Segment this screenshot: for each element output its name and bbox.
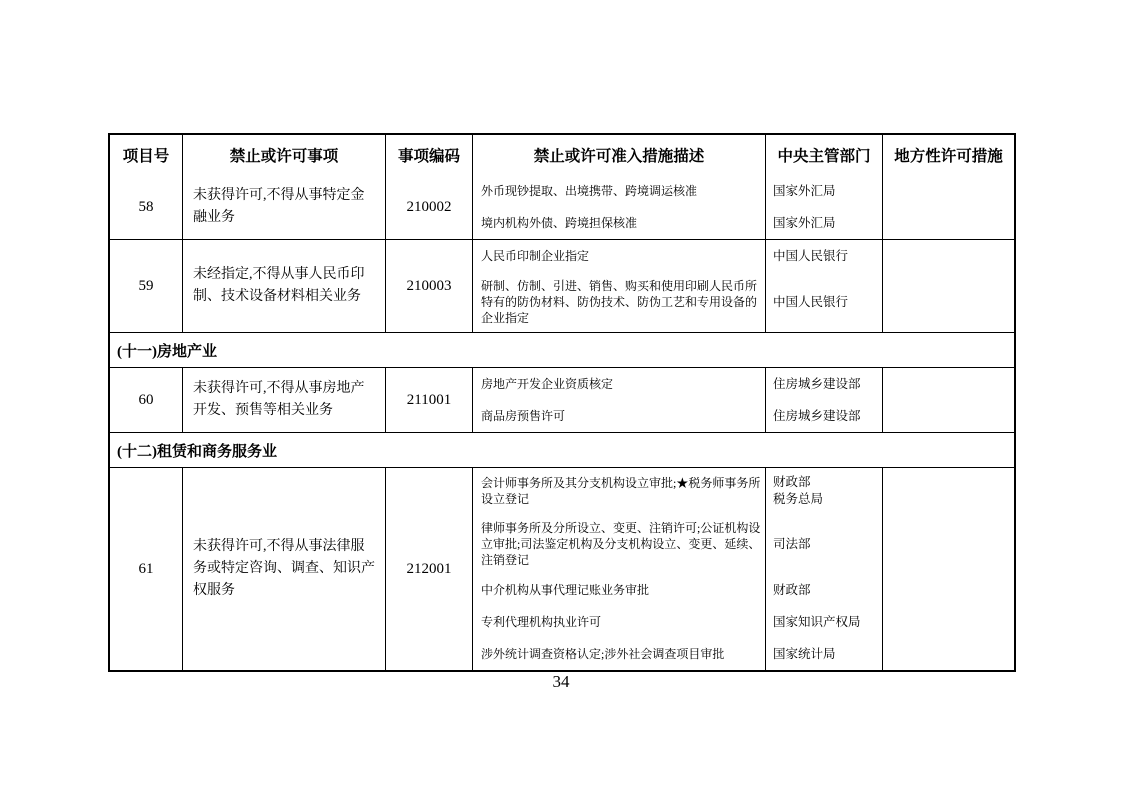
section-label: (十一)房地产业 <box>117 343 217 360</box>
header-item-name: 禁止或许可事项 <box>182 135 385 175</box>
item-code: 211001 <box>385 368 472 432</box>
header-central-dept: 中央主管部门 <box>765 135 882 175</box>
measures-group <box>472 468 882 670</box>
item-name: 未经指定,不得从事人民币印制、技术设备材料相关业务 <box>182 240 385 332</box>
measures-group <box>472 240 882 332</box>
header-local-measures: 地方性许可措施 <box>882 135 1014 175</box>
table-row <box>110 467 1014 670</box>
table-row <box>110 367 1014 432</box>
measure-entry <box>473 574 882 606</box>
local-measures-cell <box>882 368 1014 432</box>
section-row <box>110 432 1014 467</box>
access-measures-table <box>108 133 1016 672</box>
measure-dept <box>766 400 882 432</box>
measure-dept <box>766 240 882 272</box>
measures-group <box>472 175 882 239</box>
measure-entry <box>473 272 882 332</box>
measure-entry <box>473 175 882 207</box>
measure-desc: 外币现钞提取、出境携带、跨境调运核准 <box>473 175 766 207</box>
dept-line: 国家统计局 <box>773 646 836 661</box>
dept-line: 国家知识产权局 <box>773 614 861 629</box>
measure-dept <box>766 368 882 400</box>
dept-line: 司法部 <box>773 536 811 551</box>
measure-entry <box>473 240 882 272</box>
dept-line: 中国人民银行 <box>773 294 849 309</box>
dept-line: 财政部 <box>773 475 811 489</box>
dept-line: 税务总局 <box>773 492 824 506</box>
measure-dept <box>766 514 882 574</box>
section-row <box>110 332 1014 367</box>
table-row <box>110 239 1014 332</box>
table-body <box>110 175 1014 670</box>
measure-dept <box>766 468 882 514</box>
item-code: 210003 <box>385 240 472 332</box>
header-measure-desc: 禁止或许可准入措施描述 <box>472 135 765 175</box>
measure-desc: 中介机构从事代理记账业务审批 <box>473 574 766 606</box>
measure-entry <box>473 400 882 432</box>
measure-entry <box>473 514 882 574</box>
dept-line: 住房城乡建设部 <box>773 408 861 423</box>
measure-desc: 商品房预售许可 <box>473 400 766 432</box>
section-label: (十二)租赁和商务服务业 <box>117 443 277 460</box>
item-code: 212001 <box>385 468 472 670</box>
item-name: 未获得许可,不得从事房地产开发、预售等相关业务 <box>182 368 385 432</box>
header-item-number: 项目号 <box>122 148 170 165</box>
measure-entry <box>473 207 882 239</box>
table-row <box>110 175 1014 239</box>
table-header-row <box>110 135 1014 175</box>
measure-entry <box>473 606 882 638</box>
item-name: 未获得许可,不得从事特定金融业务 <box>182 175 385 239</box>
dept-line: 财政部 <box>773 582 811 597</box>
item-name: 未获得许可,不得从事法律服务或特定咨询、调查、知识产权服务 <box>182 468 385 670</box>
local-measures-cell <box>882 468 1014 670</box>
page-number: 34 <box>552 672 570 691</box>
measure-desc: 境内机构外债、跨境担保核准 <box>473 207 766 239</box>
dept-line: 中国人民银行 <box>773 248 849 263</box>
measure-dept <box>766 207 882 239</box>
measure-desc: 房地产开发企业资质核定 <box>473 368 766 400</box>
measure-dept <box>766 175 882 207</box>
local-measures-cell <box>882 240 1014 332</box>
item-number: 60 <box>138 391 154 408</box>
measure-desc: 研制、仿制、引进、销售、购买和使用印刷人民币所特有的防伪材料、防伪技术、防伪工艺和专用设备的企业指定 <box>473 272 766 332</box>
item-code: 210002 <box>385 175 472 239</box>
measures-group <box>472 368 882 432</box>
measure-dept <box>766 574 882 606</box>
measure-entry <box>473 638 882 670</box>
measure-desc: 律师事务所及分所设立、变更、注销许可;公证机构设立审批;司法鉴定机构及分支机构设立、变更、延续、注销登记 <box>473 514 766 574</box>
measure-dept <box>766 638 882 670</box>
dept-line: 住房城乡建设部 <box>773 376 861 391</box>
measure-dept <box>766 606 882 638</box>
local-measures-cell <box>882 175 1014 239</box>
item-number: 58 <box>138 198 154 215</box>
item-number: 59 <box>138 277 154 294</box>
measure-entry <box>473 468 882 514</box>
measure-desc: 会计师事务所及其分支机构设立审批;★税务师事务所设立登记 <box>473 468 766 514</box>
measure-entry <box>473 368 882 400</box>
dept-line: 国家外汇局 <box>773 183 836 198</box>
item-number: 61 <box>138 560 154 577</box>
measure-desc: 人民币印制企业指定 <box>473 240 766 272</box>
header-item-code: 事项编码 <box>385 135 472 175</box>
measure-dept <box>766 272 882 332</box>
measure-desc: 专利代理机构执业许可 <box>473 606 766 638</box>
measure-desc: 涉外统计调查资格认定;涉外社会调查项目审批 <box>473 638 766 670</box>
dept-line: 国家外汇局 <box>773 215 836 230</box>
